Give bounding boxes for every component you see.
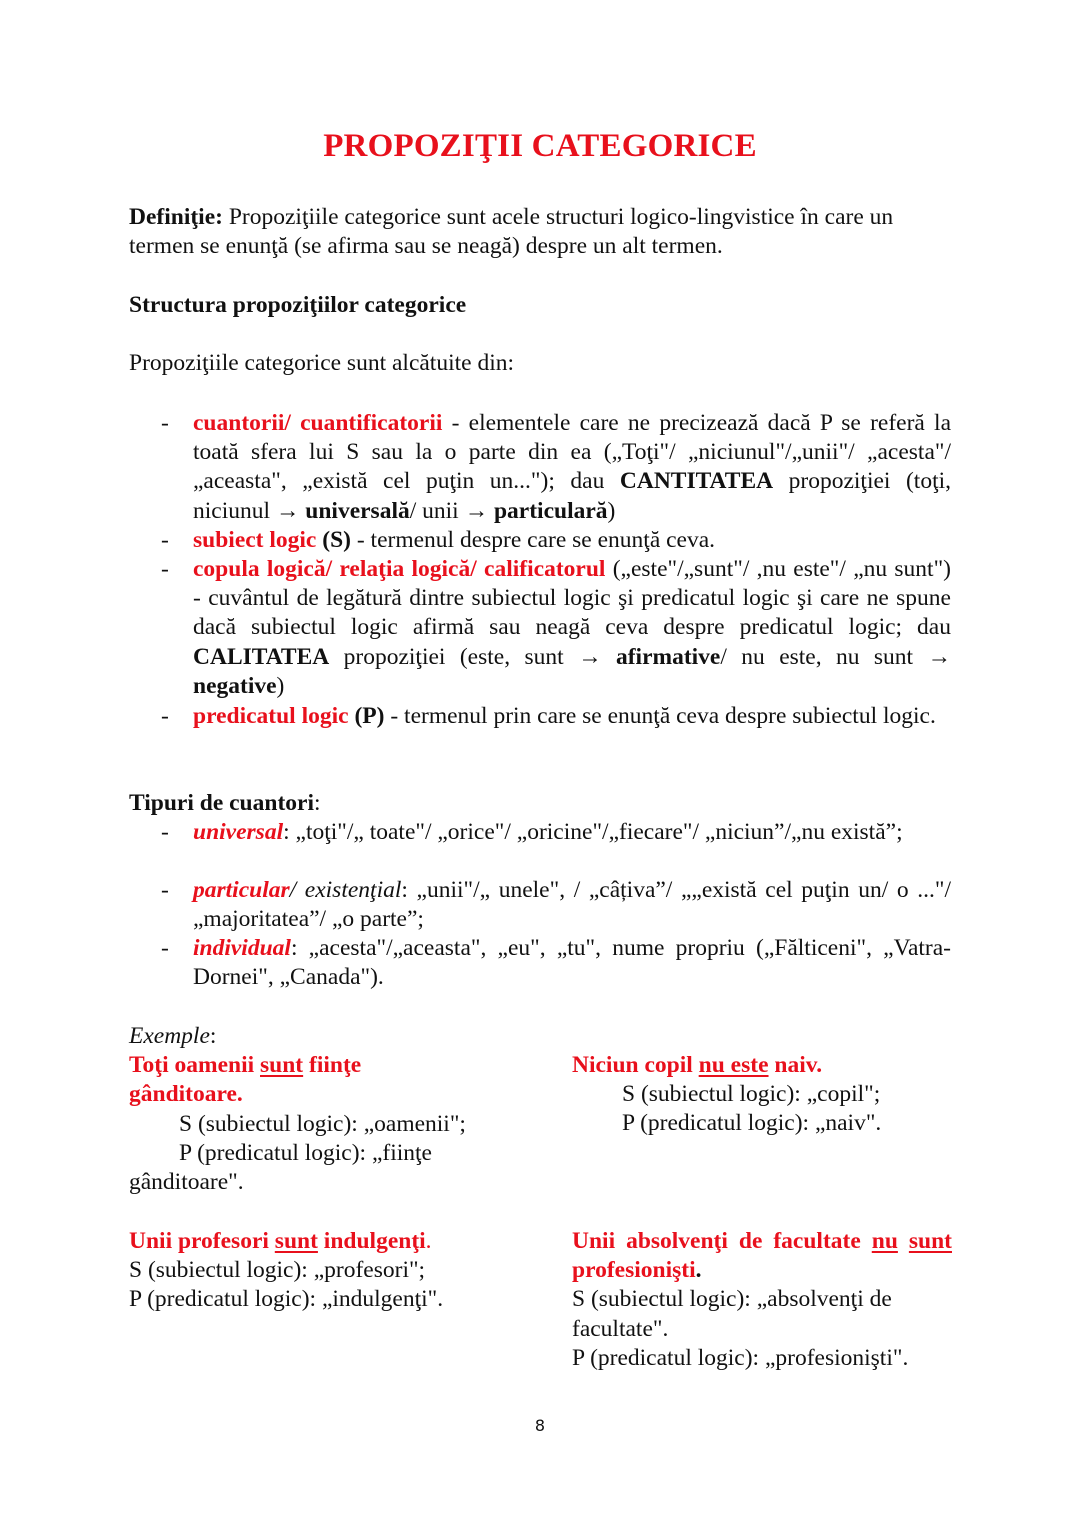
list-dash: - (161, 527, 169, 553)
example-subject-line: S (subiectul logic): „oamenii"; (179, 1111, 466, 1137)
list-item-subject (129, 526, 951, 555)
example-sentence (129, 1227, 549, 1256)
example-text: Niciun copil (572, 1052, 699, 1078)
example-subject-line: S (subiectul logic): „absolvenţi de facultate". (572, 1286, 892, 1342)
page-title: PROPOZIŢII CATEGORICE (323, 128, 757, 164)
example-particular-affirmative (129, 1227, 549, 1315)
example-sentence (572, 1051, 952, 1080)
example-predicate-line: P (predicatul logic): „indulgenţi". (129, 1286, 444, 1313)
example-copula: sunt (274, 1228, 318, 1254)
list-item-particular (129, 876, 951, 934)
section-heading-quantifier-types (129, 789, 951, 818)
example-text: Unii profesori (129, 1228, 275, 1254)
copula-text: ) (276, 672, 285, 699)
example-text: naiv. (768, 1052, 823, 1078)
example-copula: nu este (698, 1052, 769, 1078)
keyword-cantitatea: CANTITATEA (619, 468, 774, 495)
example-text: fiinţe gânditoare. (129, 1052, 362, 1108)
list-item-universal (129, 818, 951, 847)
keyword-particulara: particulară (493, 497, 608, 524)
term-subject: subiect logic (193, 527, 317, 553)
example-predicate-line: P (predicatul logic): „naiv". (622, 1110, 882, 1137)
page-number: 8 (534, 1416, 546, 1435)
list-dash: - (161, 556, 169, 582)
example-copula: nu (871, 1228, 898, 1254)
example-particular-negative (572, 1227, 952, 1373)
list-item-predicate (129, 702, 951, 731)
term-universal: universal (193, 819, 284, 845)
term-copula: copula logică/ relaţia logică/ calificatorul (193, 556, 606, 582)
example-predicate-line: P (predicatul logic): „fiinţe gânditoare". (129, 1140, 432, 1196)
definition-paragraph (129, 203, 951, 261)
quantifiers-text: ) (607, 497, 616, 524)
keyword-negative: negative (193, 672, 277, 699)
list-dash: - (161, 410, 169, 436)
keyword-calitatea: CALITATEA (193, 643, 330, 670)
example-copula: sunt (260, 1052, 304, 1078)
example-period: . (425, 1228, 432, 1254)
term-quantifiers: cuantorii/ cuantificatorii (193, 410, 443, 436)
individual-examples: : „acesta"/„aceasta", „eu", „tu", nume propriu („Fălticeni", „Vatra-Dornei", „Canada"). (193, 935, 951, 991)
keyword-universala: universală (305, 497, 410, 524)
copula-description: („este"/„sunt"/ ,nu este"/ „nu sunt") - cuvântul de legătură dintre subiectul logic şi predicatul logic şi care ne spune dacă subiectul logic afirmă sau neagă ceva despre predicatul logic; dau (193, 556, 951, 641)
quantifiers-text: / unii → (409, 497, 494, 524)
example-1-analysis (129, 1110, 509, 1198)
universal-examples: : „toţi"/„ toate"/ „orice"/ „oricine"/„fiecare"/ „niciun”/„nu există”; (283, 819, 903, 845)
copula-text: / nu este, nu sunt → (720, 643, 951, 670)
definition-label: Definiţie: (129, 204, 223, 230)
keyword-afirmative: afirmative (615, 643, 721, 670)
section-heading-structure: Structura propoziţiilor categorice (129, 292, 467, 318)
term-suffix-existential: / existenţial (289, 877, 402, 903)
symbol-p: (P) (348, 703, 385, 729)
example-text: Toţi oamenii (129, 1052, 261, 1078)
particular-examples: : „unii"/„ unele", / „câțiva”/ „„există cel puţin un/ o ..."/ „majoritatea”/ „o parte”; (193, 877, 951, 933)
quantifiers-description: - elementele care ne precizează dacă P se referă la toată sfera lui S sau la o parte din ea („Toţi"/ „niciunul"/„unii"/ „acesta"/„aceasta", „există cel puţin un..."); dau (193, 410, 952, 495)
definition-text: Propoziţiile categorice sunt acele structuri logico-lingvistice în care un termen se enunţă (se afirma sau se neagă) despre un alt termen. (129, 204, 894, 260)
heading-colon: : (313, 790, 321, 816)
examples-label-text: Exemple (129, 1023, 210, 1049)
subject-description: - termenul despre care se enunţă ceva. (350, 527, 716, 553)
example-sentence (129, 1051, 429, 1109)
list-dash: - (161, 877, 169, 903)
list-dash: - (161, 819, 169, 845)
predicate-description: - termenul prin care se enunţă ceva despre subiectul logic. (384, 703, 936, 729)
example-subject-line: S (subiectul logic): „profesori"; (129, 1257, 426, 1284)
example-text: indulgenţi (317, 1228, 426, 1254)
example-period: . (695, 1257, 702, 1284)
list-dash: - (161, 703, 169, 729)
copula-text: propoziţiei (este, sunt → (329, 643, 616, 670)
list-item-individual (129, 934, 951, 992)
list-item-copula (129, 555, 951, 701)
quantifier-types-heading: Tipuri de cuantori (129, 790, 314, 816)
example-sentence (572, 1227, 952, 1285)
term-particular: particular (193, 877, 290, 903)
quantifiers-text: propoziţiei (toţi, niciunul → (193, 468, 952, 524)
term-individual: individual (193, 935, 291, 961)
example-universal-negative (572, 1051, 952, 1139)
symbol-s: (S) (316, 527, 351, 553)
example-copula: sunt (908, 1228, 952, 1254)
list-item-quantifiers (129, 409, 951, 526)
example-text: profesionişti (572, 1257, 696, 1284)
term-predicate: predicatul logic (193, 703, 349, 729)
example-subject-line: S (subiectul logic): „copil"; (622, 1081, 881, 1108)
examples-colon: : (209, 1023, 217, 1049)
example-predicate-line: P (predicatul logic): „profesionişti". (572, 1344, 909, 1371)
example-universal-affirmative (129, 1051, 429, 1109)
list-dash: - (161, 935, 169, 961)
examples-label (129, 1022, 951, 1051)
example-text: Unii absolvenţi de facultate (572, 1228, 872, 1254)
intro-paragraph: Propoziţiile categorice sunt alcătuite din: (129, 350, 515, 376)
